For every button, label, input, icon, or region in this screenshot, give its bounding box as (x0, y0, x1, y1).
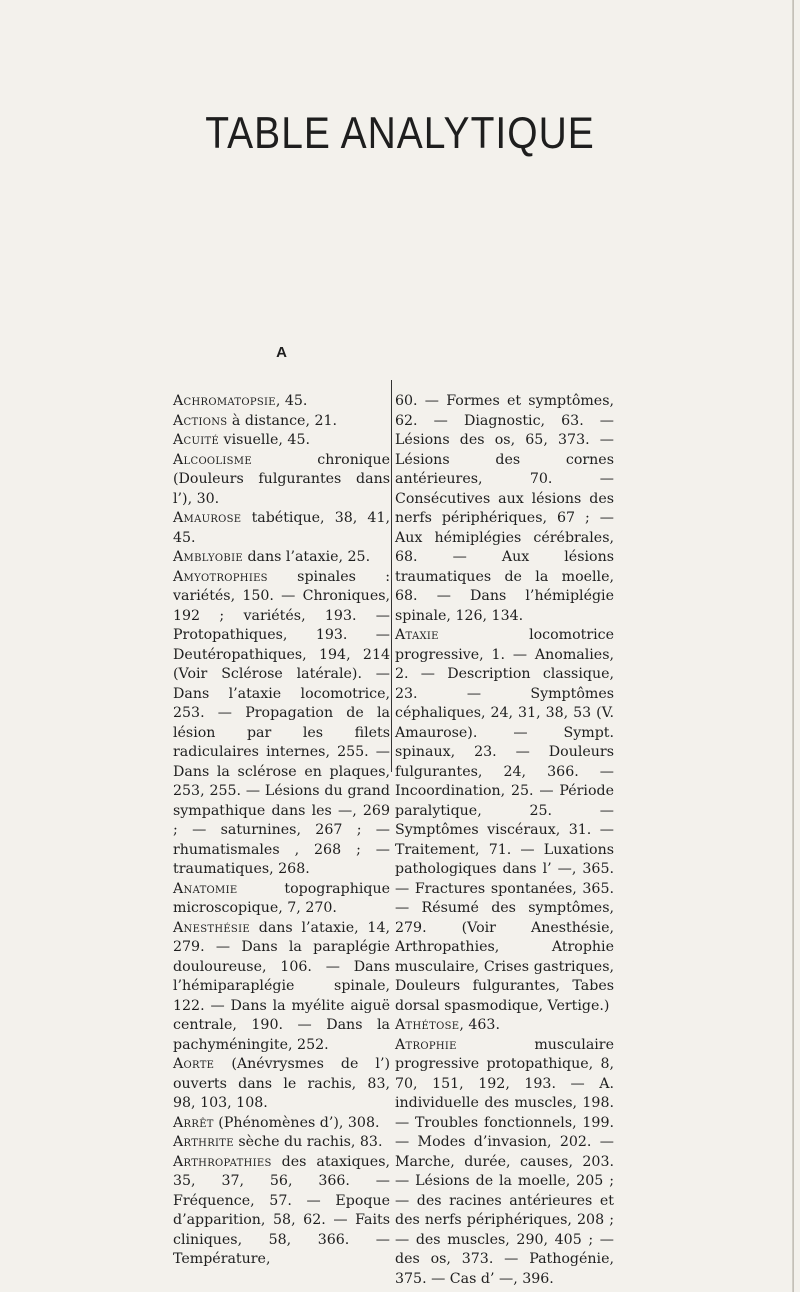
entry-headword: Arrêt (173, 1114, 214, 1131)
entry-headword: Arthrite (173, 1134, 234, 1150)
entry-text: , 463. (459, 1017, 500, 1033)
right-column (395, 392, 614, 1289)
entry-headword: Actions (173, 412, 228, 429)
entry-headword: Amaurose (173, 510, 242, 526)
entry-text: dans l’ataxie, 25. (242, 549, 371, 565)
entry-headword: Aorte (173, 1056, 215, 1072)
index-entry (395, 1036, 614, 1290)
entry-text: des ataxiques, 35, 37, 56, 366. — Fréquence, 57. — Epoque d’apparition, 58, 62. — Faits cliniques, 58, 366. — Température, (173, 1153, 390, 1267)
index-entry (173, 1055, 390, 1114)
entry-text: dans l’ataxie, 14, 279. — Dans la paraplégie douloureuse, 106. — Dans l’hémiparaplégie spinale, 122. — Dans la myélite aiguë centrale, 190. — Dans la pachyméningite, 252. (173, 919, 390, 1053)
entry-text: (Phénomènes d’), 308. (213, 1114, 380, 1131)
index-entry (173, 451, 390, 510)
entry-text: musculaire progressive protopathique, 8, 70, 151, 192, 193. — A. individuelle des muscles, 198. — Troubles fonctionnels, 199. — Modes d’invasion, 202. — Marche, durée, causes, 203. — Lésions de la moelle, 205 ; — des racines antérieures et des nerfs périphériques, 208 ; — des muscles, 290, 405 ; — des os, 373. — Pathogénie, 375. — Cas d’ —, 396. (395, 1036, 614, 1287)
entry-headword: Arthropathies (173, 1153, 272, 1170)
index-entry (395, 1016, 614, 1036)
page-edge-shadow (792, 0, 794, 1292)
entry-text: à distance, 21. (227, 412, 338, 429)
index-entry (173, 431, 390, 451)
entry-headword: Amyotrophies (173, 568, 268, 585)
entry-text: sèche du rachis, 83. (233, 1134, 383, 1150)
index-entry (173, 919, 390, 1056)
section-letter: A (276, 344, 287, 361)
entry-text: topographique microscopique, 7, 270. (173, 880, 390, 916)
entry-headword: Acuité (173, 432, 220, 448)
index-entry (173, 509, 390, 548)
entry-headword: Alcoolisme (173, 451, 252, 468)
entry-headword: Amblyobie (173, 549, 243, 565)
entry-text: spinales : variétés, 150. — Chroniques, 192 ; variétés, 193. — Protopathiques, 193. — Deutéropathiques, 194, 214 (Voir Sclérose latérale). — Dans l’ataxie locomotrice, 253. — Propagation de la lésion par les filets radiculaires internes, 255. — Dans la sclérose en plaques, 253, 255. — Lésions du grand sympathique dans les —, 269 ; — saturnines, 267 ; — rhumatismales , 268 ; — traumatiques, 268. (173, 568, 390, 877)
index-entry (173, 412, 390, 432)
entry-headword: Achromatopsie (173, 393, 276, 409)
entry-text: (Anévrysmes de l’) ouverts dans le rachis, 83, 98, 103, 108. (173, 1056, 390, 1111)
entry-text: locomotrice progressive, 1. — Anomalies, 2. — Description classique, 23. — Symptômes céphaliques, 24, 31, 38, 53 (V. Amaurose). — Sympt. spinaux, 23. — Douleurs fulgurantes, 24, 366. — Incoordination, 25. — Période paralytique, 25. — Symptômes viscéraux, 31. — Traitement, 71. — Luxations pathologiques dans l’ —, 365. — Fractures spontanées, 365. — Résumé des symptômes, 279. (Voir Anesthésie, Arthropathies, Atrophie musculaire, Crises gastriques, Douleurs fulgurantes, Tabes dorsal spasmodique, Vertige.) (395, 627, 614, 1014)
index-entry (173, 1114, 390, 1134)
entry-text: tabétique, 38, 41, 45. (173, 510, 390, 546)
entry-text: 60. — Formes et symptômes, 62. — Diagnostic, 63. — Lésions des os, 65, 373. — Lésions des cornes antérieures, 70. — Consécutives aux lésions des nerfs périphériques, 67 ; — Aux hémiplégies cérébrales, 68. — Aux lésions traumatiques de la moelle, 68. — Dans l’hémiplégie spinale, 126, 134. (395, 393, 614, 624)
entry-text: chronique (Douleurs fulgurantes dans l’), 30. (173, 451, 390, 507)
left-column (173, 392, 390, 1270)
index-entry (395, 626, 614, 1016)
entry-headword: Anatomie (173, 880, 238, 897)
entry-headword: Anesthésie (173, 919, 250, 936)
index-entry (173, 1133, 390, 1153)
entry-headword: Ataxie (395, 627, 439, 643)
entry-headword: Atrophie (395, 1036, 457, 1053)
column-divider (391, 380, 392, 772)
index-entry (173, 880, 390, 919)
index-entry-continued (395, 392, 614, 626)
index-entry (173, 568, 390, 880)
entry-text: visuelle, 45. (219, 432, 310, 448)
index-entry (173, 548, 390, 568)
entry-headword: Athétose (395, 1017, 460, 1033)
index-entry (173, 392, 390, 412)
page-title: TABLE ANALYTIQUE (205, 108, 595, 159)
index-entry (173, 1153, 390, 1270)
entry-text: , 45. (275, 393, 308, 409)
